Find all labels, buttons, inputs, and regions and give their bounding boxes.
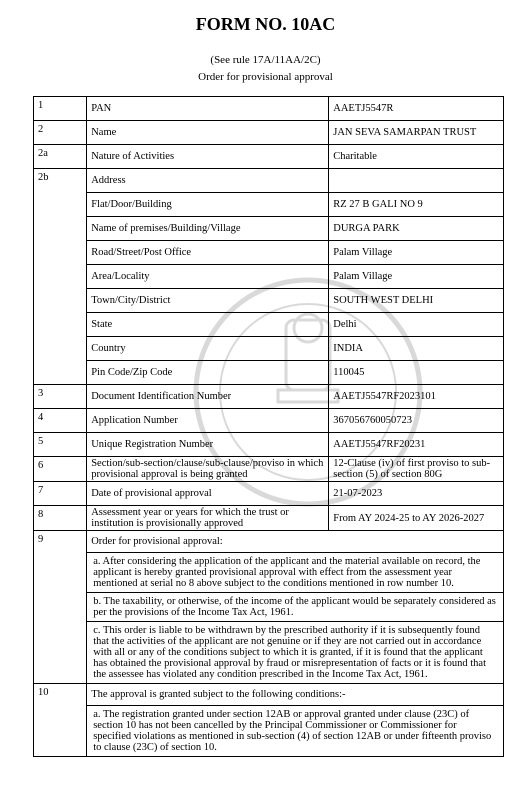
- form-row: [34, 506, 504, 531]
- form-subtitle: Order for provisional approval: [198, 71, 333, 83]
- row-number: 4: [34, 409, 87, 433]
- section-paragraph: a. After considering the application of the applicant and the material available on record, the applicant is hereby granted provisional approval with effect from the assessment year mentioned at serial no 8 above subject to the conditions mentioned in row number 10.: [87, 553, 504, 593]
- row-label: Assessment year or years for which the trust or institution is provisionally approved: [87, 506, 329, 531]
- row-number: 1: [34, 97, 87, 121]
- row-number: 3: [34, 385, 87, 409]
- row-number: [34, 312, 87, 336]
- row-label: Pin Code/Zip Code: [87, 360, 329, 385]
- row-value: Palam Village: [329, 240, 504, 264]
- row-label: Town/City/District: [87, 288, 329, 312]
- form-row: [34, 433, 504, 457]
- row-number: [34, 360, 87, 385]
- section-heading: Order for provisional approval:: [87, 531, 504, 553]
- row-label: Name: [87, 121, 329, 145]
- address-row: [34, 288, 504, 312]
- row-number: [34, 288, 87, 312]
- form-row: [34, 409, 504, 433]
- form-row: [34, 169, 504, 193]
- row-value: AAETJ5547R: [329, 97, 504, 121]
- address-row: [34, 240, 504, 264]
- row-number: 2a: [34, 145, 87, 169]
- row-value: RZ 27 B GALI NO 9: [329, 192, 504, 216]
- row-label: Road/Street/Post Office: [87, 240, 329, 264]
- form-row: [34, 457, 504, 482]
- address-row: [34, 216, 504, 240]
- section-heading-row: [34, 684, 504, 706]
- section-paragraph-row: [34, 593, 504, 622]
- row-label: PAN: [87, 97, 329, 121]
- form-row: [34, 385, 504, 409]
- row-label: Document Identification Number: [87, 385, 329, 409]
- row-value: Palam Village: [329, 264, 504, 288]
- form-title: FORM NO. 10AC: [195, 14, 336, 34]
- row-value: [329, 169, 504, 193]
- row-number: [34, 240, 87, 264]
- row-number: 6: [34, 457, 87, 482]
- form-row: [34, 121, 504, 145]
- section-paragraph: a. The registration granted under section 12AB or approval granted under clause (23C) of section 10 has not been cancelled by the Principal Commissioner or Commissioner for specified violations as mentioned in sub-section (4) of section 12AB or under fifteenth proviso to clause (23C) of section 10.: [87, 706, 504, 757]
- row-label: Nature of Activities: [87, 145, 329, 169]
- row-value: 110045: [329, 360, 504, 385]
- section-paragraph: c. This order is liable to be withdrawn by the prescribed authority if it is subsequently found that the activities of the applicant are not genuine or if they are not carried out in accordance with all or any of the conditions subject to which it is granted, if it is found that the applicant has obtained the provisional approval by fraud or misrepresentation of facts or it is found that the assessee has violated any condition prescribed in the Income Tax Act, 1961.: [87, 622, 504, 684]
- row-label: Address: [87, 169, 329, 193]
- row-label: Country: [87, 336, 329, 360]
- row-value: INDIA: [329, 336, 504, 360]
- row-number: [34, 192, 87, 216]
- row-value: AAETJ5547RF20231: [329, 433, 504, 457]
- section-paragraph: b. The taxability, or otherwise, of the income of the applicant would be separately considered as per the provisions of the Income Tax Act, 1961.: [87, 593, 504, 622]
- row-number: 2: [34, 121, 87, 145]
- row-number: 2b: [34, 169, 87, 193]
- row-label: Date of provisional approval: [87, 482, 329, 506]
- section-paragraph-row: [34, 553, 504, 593]
- row-value: From AY 2024-25 to AY 2026-2027: [329, 506, 504, 531]
- row-number: 5: [34, 433, 87, 457]
- address-row: [34, 312, 504, 336]
- row-label: Application Number: [87, 409, 329, 433]
- row-value: Delhi: [329, 312, 504, 336]
- form-row: [34, 97, 504, 121]
- row-value: Charitable: [329, 145, 504, 169]
- rule-reference: (See rule 17A/11AA/2C): [210, 54, 321, 66]
- row-number: 7: [34, 482, 87, 506]
- row-label: Area/Locality: [87, 264, 329, 288]
- row-value: 12-Clause (iv) of first proviso to sub-section (5) of section 80G: [329, 457, 504, 482]
- form-row: [34, 482, 504, 506]
- row-number: [34, 264, 87, 288]
- row-number: [34, 216, 87, 240]
- address-row: [34, 192, 504, 216]
- form-row: [34, 145, 504, 169]
- row-label: Section/sub-section/clause/sub-clause/proviso in which provisional approval is being granted: [87, 457, 329, 482]
- row-value: 21-07-2023: [329, 482, 504, 506]
- row-value: AAETJ5547RF2023101: [329, 385, 504, 409]
- row-value: 367056760050723: [329, 409, 504, 433]
- section-heading: The approval is granted subject to the following conditions:-: [87, 684, 504, 706]
- section-paragraph-row: [34, 622, 504, 684]
- row-number: [34, 336, 87, 360]
- address-row: [34, 264, 504, 288]
- section-paragraph-row: [34, 706, 504, 757]
- form-table: [33, 96, 504, 757]
- row-label: Name of premises/Building/Village: [87, 216, 329, 240]
- row-value: DURGA PARK: [329, 216, 504, 240]
- row-number: 8: [34, 506, 87, 531]
- section-heading-row: [34, 531, 504, 553]
- row-number: 9: [34, 531, 87, 684]
- row-label: State: [87, 312, 329, 336]
- address-row: [34, 336, 504, 360]
- row-value: SOUTH WEST DELHI: [329, 288, 504, 312]
- row-label: Flat/Door/Building: [87, 192, 329, 216]
- row-value: JAN SEVA SAMARPAN TRUST: [329, 121, 504, 145]
- row-label: Unique Registration Number: [87, 433, 329, 457]
- row-number: 10: [34, 684, 87, 757]
- address-row: [34, 360, 504, 385]
